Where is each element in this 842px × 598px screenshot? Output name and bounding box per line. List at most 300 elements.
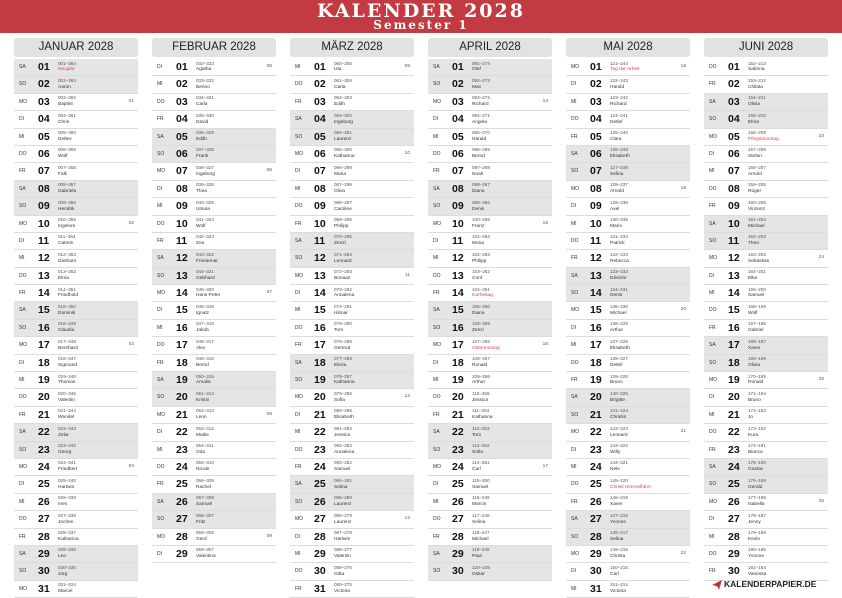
weekday-label: DO <box>709 64 717 70</box>
name-day: Gabriel <box>748 328 764 334</box>
day-count: 140–225 <box>610 390 628 396</box>
day-count: 048–317 <box>196 338 214 344</box>
weekday-label: SA <box>19 307 26 314</box>
day-count: 143–222 <box>610 443 628 449</box>
weekday-label: MO <box>157 290 166 297</box>
name-day: Sabrina <box>748 67 765 73</box>
day-count: 166–199 <box>748 303 766 309</box>
weekday-label: FR <box>571 377 578 384</box>
name-day: Rachel <box>196 484 211 490</box>
name-day: Conf <box>472 276 483 282</box>
name-day: Leonard <box>610 432 628 438</box>
day-row <box>14 494 138 511</box>
day-row <box>290 250 414 267</box>
day-row <box>290 459 414 476</box>
day-number: 04 <box>38 113 50 126</box>
day-row <box>14 511 138 528</box>
name-day: Laurenz <box>334 502 352 508</box>
day-count: 003–362 <box>58 95 76 101</box>
day-count: 108–257 <box>472 356 490 362</box>
day-row <box>704 250 828 267</box>
day-row <box>290 320 414 337</box>
day-number: 27 <box>314 513 326 526</box>
name-day: Olivia <box>748 363 760 369</box>
name-day: Elisabeth <box>334 415 354 421</box>
weekday-label: MO <box>157 168 166 175</box>
name-day: Selina <box>334 484 348 490</box>
weekday-label: DI <box>19 481 24 488</box>
day-count: 080–285 <box>334 408 352 414</box>
name-day: Ignatz <box>196 310 210 316</box>
day-row <box>152 198 276 215</box>
weekday-label: SA <box>709 98 716 105</box>
day-number: 28 <box>38 530 50 543</box>
name-day: Arthur <box>610 328 624 334</box>
month-header: JANUAR 2028 <box>14 38 138 57</box>
weekday-label: MI <box>433 133 439 140</box>
day-row <box>14 320 138 337</box>
day-number: 28 <box>176 530 188 543</box>
day-number: 01 <box>176 61 188 73</box>
day-row <box>14 216 138 233</box>
name-day: Harald <box>610 84 625 90</box>
day-row <box>152 389 276 406</box>
day-count: 049–316 <box>196 356 214 362</box>
weekday-label: FR <box>157 359 164 366</box>
day-number: 19 <box>314 374 326 387</box>
day-count: 162–203 <box>748 234 766 240</box>
week-number: 23 <box>818 133 824 139</box>
day-number: 29 <box>38 547 50 560</box>
name-day: Sofia <box>334 397 345 403</box>
day-count: 035–330 <box>196 112 214 118</box>
name-day: Franz <box>472 223 485 229</box>
day-count: 011–354 <box>58 234 76 240</box>
day-count: 141–224 <box>610 408 628 414</box>
name-day: Samuel <box>472 484 489 490</box>
name-day: Michael <box>472 536 489 542</box>
name-day: Frank <box>196 154 209 160</box>
day-number: 21 <box>590 408 602 421</box>
day-row <box>14 76 138 93</box>
name-day: Harald <box>472 136 487 142</box>
day-number: 14 <box>314 287 326 300</box>
day-count: 002–363 <box>58 77 76 83</box>
name-day: Xaver <box>610 502 623 508</box>
day-row <box>566 581 690 598</box>
day-number: 24 <box>314 460 326 473</box>
day-count: 159–206 <box>748 182 766 188</box>
day-row <box>566 181 690 198</box>
weekday-label: SO <box>709 237 717 244</box>
day-count: 042–323 <box>196 234 214 240</box>
week-number: 13 <box>404 516 410 522</box>
day-count: 038–327 <box>196 164 214 170</box>
weekday-label: FR <box>709 324 716 331</box>
day-count: 056–309 <box>196 477 214 483</box>
weekday-label: MO <box>157 533 166 540</box>
day-count: 062–303 <box>334 95 352 101</box>
weekday-label: MO <box>295 272 304 279</box>
day-count: 109–256 <box>472 373 490 379</box>
day-number: 27 <box>728 513 740 526</box>
day-number: 13 <box>452 269 464 282</box>
day-count: 081–284 <box>334 425 352 431</box>
day-count: 065–300 <box>334 147 352 153</box>
weekday-label: DO <box>433 394 441 401</box>
name-day: Leo <box>58 554 67 560</box>
name-day: Edith <box>196 136 207 142</box>
name-day: Tom <box>334 328 344 334</box>
day-number: 04 <box>452 113 464 126</box>
day-count: 175–190 <box>748 460 766 466</box>
weekday-label: MO <box>19 342 28 349</box>
weekday-label: FR <box>433 290 440 297</box>
day-number: 01 <box>728 61 740 73</box>
day-number: 29 <box>728 547 740 560</box>
name-day: Katharina <box>472 415 493 421</box>
day-count: 153–212 <box>748 77 766 83</box>
name-day: Wendel <box>58 415 75 421</box>
name-day: Arnold <box>748 171 762 177</box>
day-row <box>566 337 690 354</box>
day-count: 051–314 <box>196 390 214 396</box>
day-row <box>704 302 828 319</box>
paper-plane-icon <box>712 580 722 590</box>
day-row <box>14 389 138 406</box>
day-count: 180–185 <box>748 547 766 553</box>
day-number: 27 <box>176 513 188 526</box>
weekday-label: DI <box>157 550 162 557</box>
day-number: 25 <box>176 478 188 491</box>
day-count: 133–232 <box>610 269 628 275</box>
weekday-label: DO <box>709 185 717 192</box>
weekday-label: SA <box>709 463 716 470</box>
name-day: Diana <box>472 310 485 316</box>
day-number: 15 <box>728 304 740 317</box>
day-row <box>428 529 552 546</box>
day-number: 22 <box>176 426 188 439</box>
day-count: 097–268 <box>472 164 490 170</box>
name-day: Wolf <box>196 223 206 229</box>
day-row <box>14 424 138 441</box>
name-day: Denis <box>610 293 623 299</box>
weekday-label: FR <box>709 446 716 453</box>
name-day: Gerd <box>196 536 207 542</box>
day-row <box>428 372 552 389</box>
weekday-label: FR <box>157 237 164 244</box>
day-row <box>152 250 276 267</box>
name-day: Hartwin <box>334 536 351 542</box>
weekday-label: MO <box>433 98 442 105</box>
day-number: 31 <box>38 582 50 595</box>
day-row <box>704 233 828 250</box>
calendar-title: KALENDER 2028 <box>317 0 525 22</box>
day-row <box>152 129 276 146</box>
name-day: Caroline <box>334 206 352 212</box>
name-day: Richard <box>610 102 627 108</box>
day-row <box>428 424 552 441</box>
day-number: 22 <box>38 426 50 439</box>
day-number: 29 <box>590 547 602 560</box>
day-number: 03 <box>176 95 188 108</box>
day-number: 21 <box>176 408 188 421</box>
name-day: Angela <box>472 119 487 125</box>
weekday-label: SA <box>433 64 440 70</box>
day-count: 082–283 <box>334 443 352 449</box>
name-day: Sofia <box>472 449 483 455</box>
name-day: Laurenz <box>334 136 352 142</box>
day-row <box>290 302 414 319</box>
name-day: Olaf <box>472 67 481 73</box>
name-day: Sigmund <box>58 363 77 369</box>
day-count: 052–313 <box>196 408 214 414</box>
weekday-label: MO <box>571 307 580 314</box>
name-day: Wolf <box>748 310 758 316</box>
day-count: 156–209 <box>748 130 766 136</box>
day-count: 069–296 <box>334 217 352 223</box>
weekday-label: MI <box>709 533 715 540</box>
day-count: 012–353 <box>58 251 76 257</box>
day-row <box>152 285 276 302</box>
weekday-label: DO <box>19 394 27 401</box>
day-row <box>704 355 828 372</box>
day-row <box>14 250 138 267</box>
day-number: 07 <box>314 165 326 178</box>
day-count: 064–301 <box>334 130 352 136</box>
weekday-label: MI <box>19 377 25 384</box>
day-row <box>704 511 828 528</box>
day-number: 09 <box>452 200 464 213</box>
day-row <box>14 337 138 354</box>
day-count: 057–308 <box>196 495 214 501</box>
day-number: 13 <box>38 269 50 282</box>
day-number: 20 <box>314 391 326 404</box>
day-row <box>566 563 690 580</box>
weekday-label: FR <box>433 533 440 540</box>
day-number: 14 <box>176 287 188 300</box>
day-row <box>290 529 414 546</box>
day-number: 20 <box>590 391 602 404</box>
day-number: 12 <box>176 252 188 265</box>
weekday-label: DI <box>157 429 162 436</box>
weekday-label: SA <box>157 255 164 262</box>
day-number: 15 <box>314 304 326 317</box>
day-number: 20 <box>38 391 50 404</box>
day-number: 02 <box>452 78 464 91</box>
weekday-label: DO <box>157 342 165 349</box>
day-row <box>704 163 828 180</box>
day-row <box>566 424 690 441</box>
day-row <box>290 76 414 93</box>
name-day: Vanessa <box>748 571 767 577</box>
weekday-label: DI <box>433 116 438 123</box>
day-row <box>428 285 552 302</box>
day-row <box>152 494 276 511</box>
name-day: Max <box>472 84 482 90</box>
name-day: Dominik <box>58 310 76 316</box>
day-row <box>566 389 690 406</box>
weekday-label: SA <box>709 342 716 349</box>
month-column <box>704 38 828 581</box>
weekday-label: DO <box>571 481 579 488</box>
weekday-label: MI <box>157 446 163 453</box>
month-column <box>566 38 690 598</box>
name-day: Amalia <box>196 380 211 386</box>
weekday-label: DI <box>571 324 576 331</box>
day-number: 03 <box>38 95 50 108</box>
day-number: 19 <box>176 374 188 387</box>
day-count: 028–337 <box>58 530 76 536</box>
name-day: Brigitte <box>610 397 625 403</box>
day-row <box>290 546 414 563</box>
name-day: Hartwin <box>58 484 75 490</box>
day-count: 073–292 <box>334 286 352 292</box>
name-day: Arnold <box>610 189 624 195</box>
brand-logo[interactable] <box>712 578 837 592</box>
name-day: Carl <box>472 467 481 473</box>
name-day: Elisabeth <box>610 345 630 351</box>
name-day: Nele <box>610 467 620 473</box>
name-day: Hilmar <box>334 310 348 316</box>
day-count: 107–258 <box>472 338 490 344</box>
day-row <box>704 94 828 111</box>
day-number: 11 <box>452 234 464 247</box>
day-count: 004–361 <box>58 112 76 118</box>
day-row <box>704 442 828 459</box>
weekday-label: DO <box>295 568 303 575</box>
day-count: 114–251 <box>472 460 490 466</box>
weekday-label: DO <box>19 516 27 523</box>
name-day: Falk <box>58 171 68 177</box>
day-number: 18 <box>728 356 740 369</box>
day-number: 06 <box>314 147 326 160</box>
day-number: 24 <box>728 460 740 473</box>
day-count: 055–310 <box>196 460 214 466</box>
day-number: 23 <box>314 443 326 456</box>
day-row <box>704 198 828 215</box>
weekday-label: MI <box>295 185 301 192</box>
name-day: Oskar <box>472 571 485 577</box>
day-row <box>704 216 828 233</box>
day-row <box>428 250 552 267</box>
week-number: 02 <box>128 220 134 226</box>
day-row <box>290 494 414 511</box>
day-number: 30 <box>728 565 740 578</box>
week-number: 05 <box>266 64 272 69</box>
name-day: Detlef <box>610 119 623 125</box>
name-day: Paul <box>472 554 482 560</box>
name-day: Hendrik <box>58 206 75 212</box>
day-number: 27 <box>590 513 602 526</box>
day-count: 087–278 <box>334 530 352 536</box>
weekday-label: FR <box>433 168 440 175</box>
weekday-label: SO <box>295 255 303 262</box>
day-count: 034–331 <box>196 95 214 101</box>
day-number: 22 <box>590 426 602 439</box>
day-row <box>290 407 414 424</box>
day-number: 03 <box>452 95 464 108</box>
day-row <box>428 302 552 319</box>
weekday-label: FR <box>571 498 578 505</box>
day-count: 093–272 <box>472 95 490 101</box>
weekday-label: SA <box>19 429 26 436</box>
day-number: 08 <box>590 182 602 195</box>
day-row <box>566 146 690 163</box>
day-row <box>428 94 552 111</box>
day-number: 26 <box>38 495 50 508</box>
holiday-name: Christi Himmelfahrt <box>610 484 651 490</box>
holiday-name: Tag der Arbeit <box>610 67 640 73</box>
day-count: 022–343 <box>58 425 76 431</box>
name-day: Gabriela <box>58 189 77 195</box>
day-row <box>152 320 276 337</box>
day-number: 15 <box>590 304 602 317</box>
name-day: Vinzenz <box>748 206 765 212</box>
name-day: Gertrud <box>334 345 351 351</box>
name-day: Jochen <box>58 519 74 525</box>
day-count: 103–262 <box>472 269 490 275</box>
day-count: 177–188 <box>748 495 766 501</box>
weekday-label: SO <box>19 81 27 88</box>
day-row <box>566 546 690 563</box>
day-row <box>566 355 690 372</box>
day-row <box>566 163 690 180</box>
day-count: 115–250 <box>472 477 490 483</box>
name-day: Kristin <box>196 397 210 403</box>
day-count: 129–236 <box>610 199 628 205</box>
weekday-label: MI <box>571 220 577 227</box>
weekday-label: MI <box>19 133 25 140</box>
day-row <box>14 372 138 389</box>
name-day: Patrick <box>610 241 625 247</box>
day-count: 100–265 <box>472 217 490 223</box>
day-number: 01 <box>452 61 464 73</box>
day-count: 068–297 <box>334 199 352 205</box>
week-number: 03 <box>128 342 134 348</box>
name-day: Leon <box>196 415 207 421</box>
day-number: 16 <box>176 321 188 334</box>
day-count: 005–360 <box>58 130 76 136</box>
day-row <box>704 320 828 337</box>
name-day: Carla <box>334 84 346 90</box>
day-number: 08 <box>176 182 188 195</box>
day-number: 19 <box>590 374 602 387</box>
day-count: 149–216 <box>610 547 628 553</box>
day-number: 01 <box>590 61 602 73</box>
name-day: Willy <box>610 449 621 455</box>
weekday-label: FR <box>295 342 302 349</box>
name-day: Zelia <box>58 432 69 438</box>
day-number: 09 <box>314 200 326 213</box>
day-number: 20 <box>176 391 188 404</box>
name-day: Georg <box>58 449 72 455</box>
name-day: Jessica <box>472 397 488 403</box>
day-number: 10 <box>176 217 188 230</box>
weekday-label: MO <box>709 255 718 262</box>
name-day: Nicole <box>196 467 210 473</box>
name-day: Ursula <box>196 206 210 212</box>
day-count: 135–230 <box>610 303 628 309</box>
weekday-label: MI <box>433 377 439 384</box>
day-number: 22 <box>728 426 740 439</box>
day-number: 02 <box>38 78 50 91</box>
day-number: 07 <box>590 165 602 178</box>
day-count: 026–339 <box>58 495 76 501</box>
day-row <box>566 459 690 476</box>
day-number: 29 <box>452 547 464 560</box>
day-number: 04 <box>314 113 326 126</box>
